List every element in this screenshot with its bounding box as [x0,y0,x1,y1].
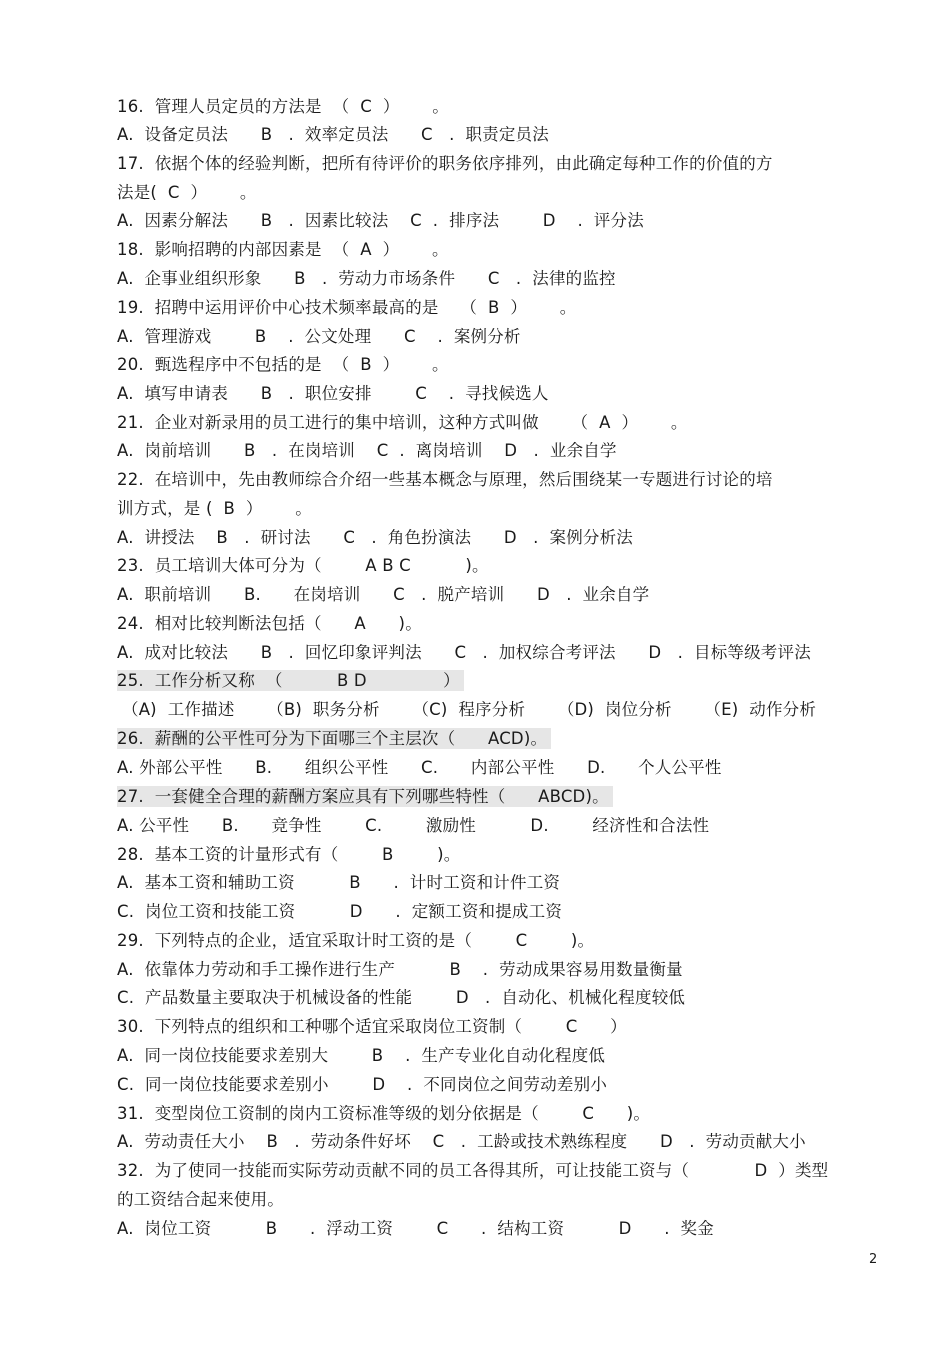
q17-stem-line1: 17. 依据个体的经验判断，把所有待评价的职务依序排列，由此确定每种工作的价值的方 [117,154,773,173]
q30-options-cd: C. 同一岗位技能要求差别小 D . 不同岗位之间劳动差别小 [117,1075,608,1094]
q16-stem: 16. 管理人员定员的方法是 （ C ） 。 [117,97,449,116]
q32-options: A. 岗位工资 B . 浮动工资 C . 结构工资 D . 奖金 [117,1219,714,1238]
q19-options: A. 管理游戏 B . 公文处理 C . 案例分析 [117,327,521,346]
q26-options: A. 外部公平性 B. 组织公平性 C. 内部公平性 D. 个人公平性 [117,758,722,777]
q16-options: A. 设备定员法 B . 效率定员法 C . 职责定员法 [117,125,549,144]
q31-stem: 31. 变型岗位工资制的岗内工资标准等级的划分依据是（ C )。 [117,1104,651,1123]
q27-options: A. 公平性 B. 竞争性 C. 激励性 D. 经济性和合法性 [117,816,710,835]
q20-options: A. 填写申请表 B . 职位安排 C . 寻找候选人 [117,384,549,403]
q29-options-cd: C. 产品数量主要取决于机械设备的性能 D . 自动化、机械化程度较低 [117,988,686,1007]
q24-options: A. 成对比较法 B . 回忆印象评判法 C . 加权综合考评法 D . 目标等级考评法 [117,643,811,662]
q25-highlight: 25. 工作分析又称 （ B D ） [117,670,464,691]
q32-stem-line2: 的工资结合起来使用。 [117,1190,284,1209]
page-number: 2 [869,1252,878,1267]
q32-stem-line1: 32. 为了使同一技能而实际劳动贡献不同的员工各得其所，可让技能工资与（ D ）类型 [117,1161,829,1180]
q22-stem-line1: 22. 在培训中，先由教师综合介绍一些基本概念与原理，然后围绕某一专题进行讨论的培 [117,470,773,489]
q24-stem: 24. 相对比较判断法包括（ A )。 [117,614,422,633]
q23-stem: 23. 员工培训大体可分为（ A B C )。 [117,556,489,575]
q28-options-cd: C. 岗位工资和技能工资 D . 定额工资和提成工资 [117,902,563,921]
q29-options-ab: A. 依靠体力劳动和手工操作进行生产 B . 劳动成果容易用数量衡量 [117,960,683,979]
q17-stem-line2: 法是( C ） 。 [117,183,257,202]
q25-stem [117,670,464,692]
q26-highlight: 26. 薪酬的公平性可分为下面哪三个主层次（ ACD)。 [117,728,551,749]
q21-options: A. 岗前培训 B . 在岗培训 C . 离岗培训 D . 业余自学 [117,441,617,460]
q29-stem: 29. 下列特点的企业，适宜采取计时工资的是（ C )。 [117,931,595,950]
q25-options: （A) 工作描述 （B) 职务分析 （C) 程序分析 （D) 岗位分析 （E) 动作分析 [122,700,817,719]
q31-options: A. 劳动责任大小 B . 劳动条件好坏 C . 工龄或技术熟练程度 D . 劳动贡献大小 [117,1132,806,1151]
q17-options: A. 因素分解法 B . 因素比较法 C . 排序法 D . 评分法 [117,211,644,230]
q23-options: A. 职前培训 B. 在岗培训 C . 脱产培训 D . 业余自学 [117,585,650,604]
q27-stem [117,786,613,808]
q18-stem: 18. 影响招聘的内部因素是 （ A ） 。 [117,240,449,259]
q30-stem: 30. 下列特点的组织和工种哪个适宜采取岗位工资制（ C ） [117,1017,627,1036]
q28-stem: 28. 基本工资的计量形式有（ B )。 [117,845,461,864]
q22-options: A. 讲授法 B . 研讨法 C . 角色扮演法 D . 案例分析法 [117,528,634,547]
q26-stem [117,728,551,750]
q30-options-ab: A. 同一岗位技能要求差别大 B . 生产专业化自动化程度低 [117,1046,606,1065]
q22-stem-line2: 训方式，是 ( B ） 。 [117,499,312,518]
q19-stem: 19. 招聘中运用评价中心技术频率最高的是 （ B ） 。 [117,298,577,317]
q27-highlight: 27. 一套健全合理的薪酬方案应具有下列哪些特性（ ABCD)。 [117,786,613,807]
q28-options-ab: A. 基本工资和辅助工资 B . 计时工资和计件工资 [117,873,561,892]
q18-options: A. 企事业组织形象 B . 劳动力市场条件 C . 法律的监控 [117,269,616,288]
q20-stem: 20. 甄选程序中不包括的是 （ B ） 。 [117,355,449,374]
q21-stem: 21. 企业对新录用的员工进行的集中培训，这种方式叫做 （ A ） 。 [117,413,688,432]
